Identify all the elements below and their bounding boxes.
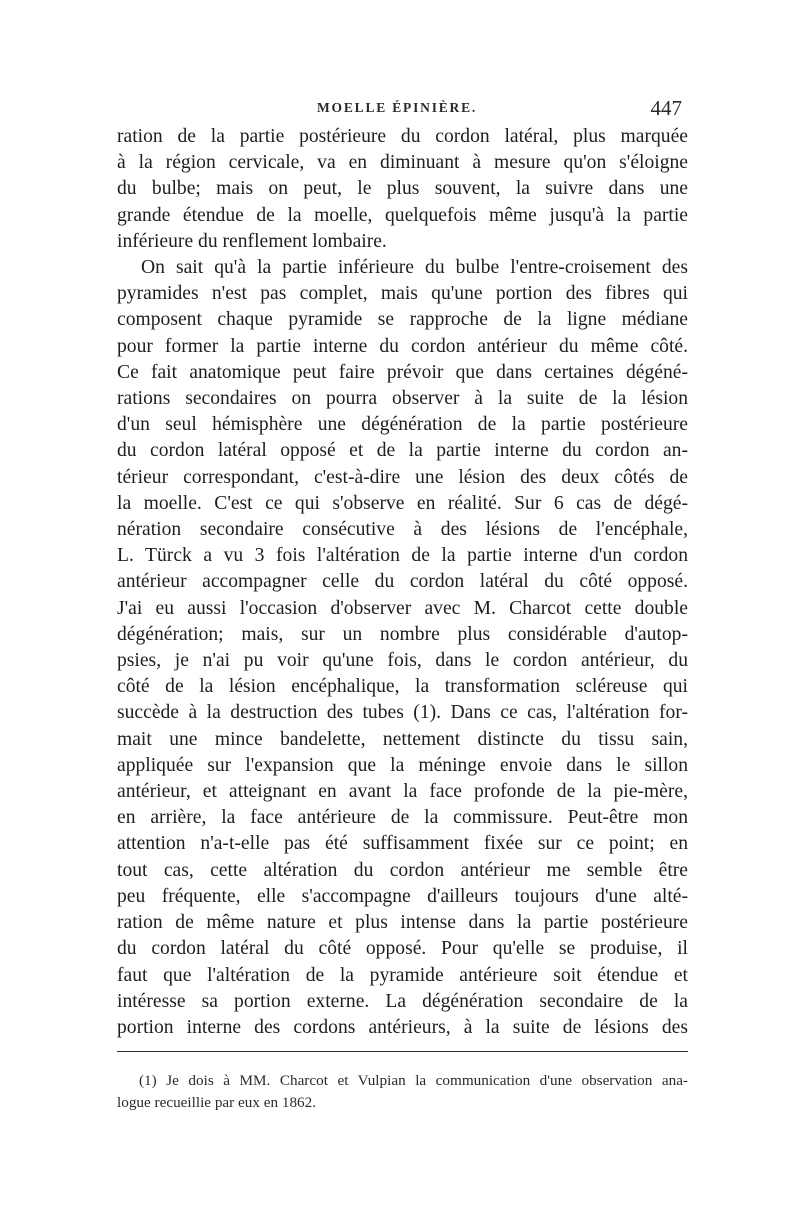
text-line: inférieure du renflement lombaire. [117, 230, 387, 252]
text-line: à la région cervicale, va en diminuant à mesure qu'on s'éloigne [117, 152, 688, 174]
text-line: psies, je n'ai pu voir qu'une fois, dans le cordon antérieur, du [117, 650, 688, 672]
text-line: J'ai eu aussi l'occasion d'observer avec M. Charcot cette double [117, 597, 688, 619]
text-line: du cordon latéral du côté opposé. Pour qu'elle se produise, il [117, 938, 688, 960]
footnote-line: logue recueillie par eux en 1862. [117, 1093, 317, 1111]
text-line: dégénération; mais, sur un nombre plus considérable d'autop- [117, 623, 688, 645]
text-line: ration de même nature et plus intense dans la partie postérieure [117, 912, 688, 934]
text-line: pour former la partie interne du cordon antérieur du même côté. [117, 335, 688, 357]
text-line: grande étendue de la moelle, quelquefois même jusqu'à la partie [117, 204, 688, 226]
footnote [117, 1070, 688, 1113]
text-line: Ce fait anatomique peut faire prévoir que dans certaines dégéné- [117, 361, 688, 383]
text-line: du cordon latéral opposé et de la partie interne du cordon an- [117, 440, 688, 462]
text-line: en arrière, la face antérieure de la commissure. Peut-être mon [117, 807, 688, 829]
text-line: nération secondaire consécutive à des lésions de l'encéphale, [117, 519, 688, 541]
book-page [117, 96, 688, 1113]
text-line: intéresse sa portion externe. La dégénération secondaire de la [117, 990, 688, 1012]
text-line: L. Türck a vu 3 fois l'altération de la partie interne d'un cordon [117, 545, 688, 567]
text-line: faut que l'altération de la pyramide antérieure soit étendue et [117, 964, 688, 986]
text-line: On sait qu'à la partie inférieure du bulbe l'entre-croisement des [141, 257, 688, 279]
text-line: antérieur accompagner celle du cordon latéral du côté opposé. [117, 571, 688, 593]
text-line: d'un seul hémisphère une dégénération de la partie postérieure [117, 414, 688, 436]
running-title: MOELLE ÉPINIÈRE. [317, 100, 478, 115]
text-line: appliquée sur l'expansion que la méninge envoie dans le sillon [117, 754, 688, 776]
text-line: antérieur, et atteignant en avant la face profonde de la pie-mère, [117, 781, 688, 803]
text-line: la moelle. C'est ce qui s'observe en réalité. Sur 6 cas de dégé- [117, 492, 688, 514]
text-line: térieur correspondant, c'est-à-dire une lésion des deux côtés de [117, 466, 688, 488]
text-line: composent chaque pyramide se rapproche de la ligne médiane [117, 309, 688, 331]
text-line: succède à la destruction des tubes (1). Dans ce cas, l'altération for- [117, 702, 688, 724]
text-line: tout cas, cette altération du cordon antérieur me semble être [117, 859, 688, 881]
text-line: mait une mince bandelette, nettement distincte du tissu sain, [117, 728, 688, 750]
text-line: pyramides n'est pas complet, mais qu'une portion des fibres qui [117, 283, 688, 305]
footnote-line: (1) Je dois à MM. Charcot et Vulpian la communication d'une observation ana- [139, 1072, 688, 1090]
page-number: 447 [650, 96, 682, 120]
text-line: ration de la partie postérieure du cordon latéral, plus marquée [117, 126, 688, 147]
body-text [117, 124, 688, 1041]
text-line: rations secondaires on pourra observer à la suite de la lésion [117, 388, 688, 410]
text-line: peu fréquente, elle s'accompagne d'ailleurs toujours d'une alté- [117, 885, 688, 907]
footnote-rule [117, 1051, 688, 1052]
text-line: attention n'a-t-elle pas été suffisamment fixée sur ce point; en [117, 833, 688, 855]
text-line: côté de la lésion encéphalique, la transformation scléreuse qui [117, 676, 688, 698]
running-head [117, 96, 688, 124]
text-line: portion interne des cordons antérieurs, à la suite de lésions des [117, 1016, 688, 1038]
text-line: du bulbe; mais on peut, le plus souvent, la suivre dans une [117, 178, 688, 200]
